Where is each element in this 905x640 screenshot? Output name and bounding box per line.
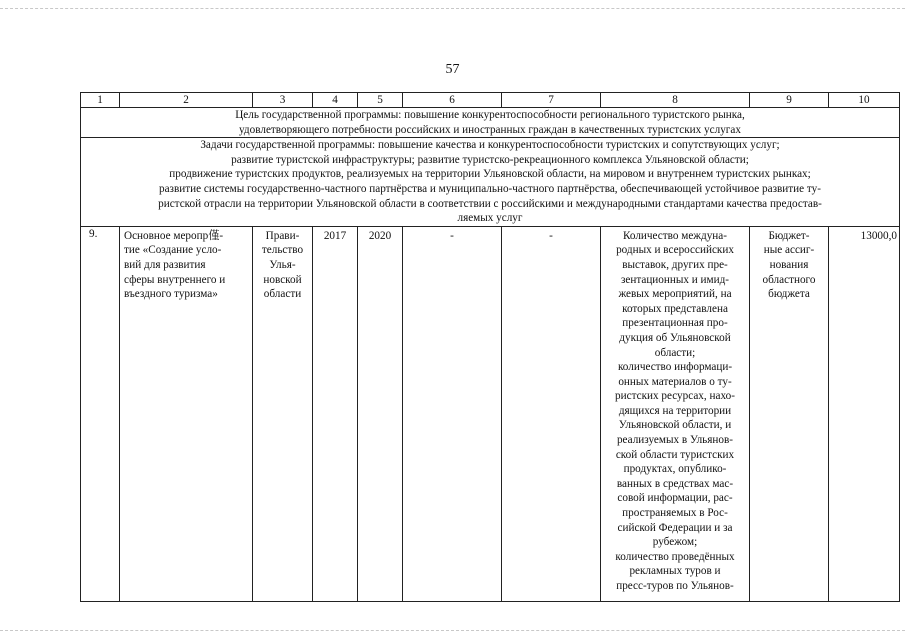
indicator-line: совой информации, рас- <box>617 492 733 505</box>
indicator-line: презентационная про- <box>622 317 728 330</box>
tasks-line: Задачи государственной программы: повышение качества и конкурентоспособности туристских и сопутствующих услуг; <box>200 139 780 152</box>
indicator-line: дукция об Ульяновской <box>619 331 731 344</box>
measure-name-line: въездного туризма» <box>124 288 218 301</box>
measure-name-line: вий для развития <box>124 258 206 271</box>
row-number: 9. <box>81 226 120 601</box>
indicator-line: продуктах, опублико- <box>623 463 727 476</box>
executor-line: новской <box>263 273 302 286</box>
col-header-9: 9 <box>750 93 829 108</box>
scan-artifact-top <box>0 8 905 10</box>
indicator-line: Ульяновской области, и <box>618 419 732 432</box>
measure-name <box>120 226 253 601</box>
col-header-10: 10 <box>829 93 900 108</box>
funding-amount: 13000,0 <box>829 226 900 601</box>
indicator-line: Количество междуна- <box>623 229 727 242</box>
executor-line: тельство <box>261 244 304 257</box>
page-number: 57 <box>445 62 460 77</box>
indicator-line: сийской Федерации и за <box>617 521 733 534</box>
col-header-7: 7 <box>502 93 601 108</box>
indicator-line: области; <box>654 346 696 359</box>
col-header-3: 3 <box>253 93 313 108</box>
funding-source-line: нования <box>769 258 809 271</box>
executor <box>253 226 313 601</box>
goal-line: Цель государственной программы: повышение конкурентоспособности регионального туристского рынка, <box>235 109 745 121</box>
tasks-line: продвижение туристских продуктов, реализуемых на территории Ульяновской области, на мировом и внутреннем туристских рынках; <box>169 168 811 181</box>
goal-line: удовлетворяющего потребности российских и иностранных граждан в качественных туристских услугах <box>239 123 741 136</box>
col-header-4: 4 <box>313 93 358 108</box>
funding-source-line: областного <box>762 273 816 286</box>
indicator-line: зентационных и имид- <box>620 273 730 286</box>
indicator-line: пресс-туров по Ульянов- <box>616 580 734 592</box>
measure-name-line: тие «Создание усло- <box>124 244 222 257</box>
tasks-row <box>81 138 900 227</box>
indicator-line: ристских ресурсах, нахо- <box>615 390 735 403</box>
indicator-line: количество проведённых <box>615 550 735 563</box>
goal-row <box>81 108 900 138</box>
indicator-line: количество информаци- <box>617 361 733 374</box>
indicator-line: дящихся на территории <box>618 404 732 417</box>
tasks-line: развитие туристской инфраструктуры; развитие туристско-рекреационного комплекса Ульяновской области; <box>231 153 749 166</box>
col6-value: - <box>403 226 502 601</box>
program-tasks <box>81 138 900 227</box>
indicator-line: родных и всероссийских <box>616 244 734 257</box>
executor-line: области <box>263 288 302 301</box>
indicator-line: рубежом; <box>652 536 698 549</box>
funding-source-line: ные ассиг- <box>763 244 815 257</box>
indicator-line: выставок, других пре- <box>622 258 728 271</box>
col-header-6: 6 <box>403 93 502 108</box>
indicator-line: пространяемых в Рос- <box>622 507 728 520</box>
year-start: 2017 <box>313 226 358 601</box>
indicator-line: которых представлена <box>622 302 728 315</box>
indicator-line: онных материалов о ту- <box>618 375 732 388</box>
scan-artifact-bottom <box>0 630 905 632</box>
col-header-5: 5 <box>358 93 403 108</box>
col-header-2: 2 <box>120 93 253 108</box>
year-end: 2020 <box>358 226 403 601</box>
indicator-line: рекламных туров и <box>629 565 721 578</box>
funding-source-line: бюджета <box>768 288 810 301</box>
col7-value: - <box>502 226 601 601</box>
tasks-line: ристской отрасли на территории Ульяновской области в соответствии с российскими и международными стандартами качества предостав- <box>158 197 822 210</box>
indicators <box>601 226 750 601</box>
executor-line: Улья- <box>269 258 296 271</box>
program-table <box>80 92 900 602</box>
indicator-line: ванных в средствах мас- <box>616 477 734 490</box>
indicator-line: жевых мероприятий, на <box>618 288 732 301</box>
measure-name-line: сферы внутреннего и <box>124 273 226 286</box>
executor-line: Прави- <box>265 229 300 242</box>
header-row <box>81 93 900 108</box>
program-goal <box>81 108 900 138</box>
measure-name-line: Основное меропр僅- <box>124 229 224 242</box>
indicator-line: ской области туристских <box>615 448 735 461</box>
funding-source-line: Бюджет- <box>768 229 810 242</box>
indicator-line: реализуемых в Ульянов- <box>616 434 734 447</box>
table-row <box>81 226 900 601</box>
tasks-line: ляемых услуг <box>457 212 523 225</box>
col-header-1: 1 <box>81 93 120 108</box>
col-header-8: 8 <box>601 93 750 108</box>
funding-source <box>750 226 829 601</box>
tasks-line: развитие системы государственно-частного партнёрства и муниципально-частного партнёрства, обеспечивающей устойчивое развитие ту- <box>159 182 821 195</box>
